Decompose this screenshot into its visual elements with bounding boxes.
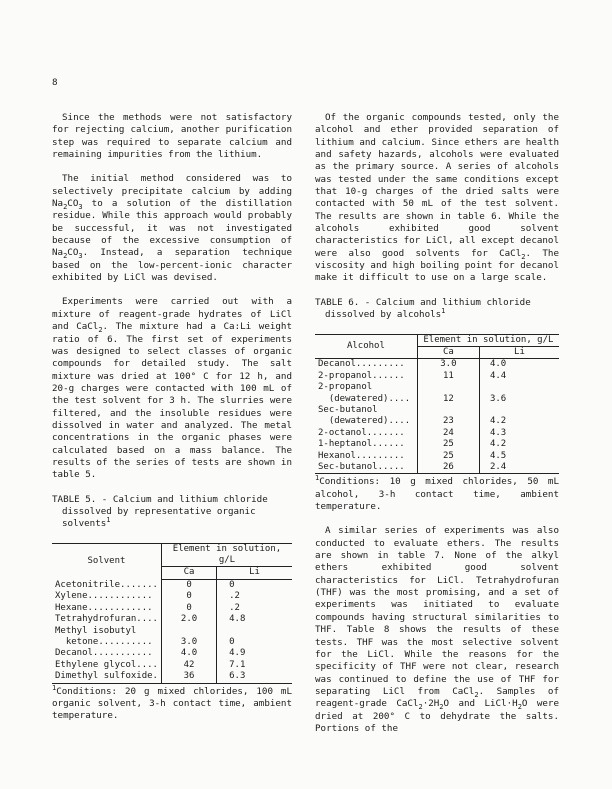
table6-row: Hexanol......... 25 4.5 (315, 451, 559, 462)
table5-header-element: Element in solution, g/L (161, 543, 292, 567)
table6-row: 2-octanol....... 24 4.3 (315, 428, 559, 439)
left-paragraph-2: The initial method considered was to selectively precipitate calcium by adding $Na_2CO_3$ to a solution of the distillation residue. While this approach would probably be successful, it was not investigated because of the excessive consumption of $Na_2CO_3$. Instead, a separation technique based on the low-percent-ionic character exhibited by LiCl was devised. (52, 173, 292, 284)
table5-header-li: Li (217, 567, 292, 579)
table6-row: (dewatered).... 12 3.6 (315, 394, 559, 405)
table6-row: Sec-butanol..... 26 2.4 (315, 462, 559, 474)
left-column (52, 112, 292, 735)
table5-row: Dimethyl sulfoxide. 36 6.3 (52, 671, 292, 683)
table5-row: Acetonitrile....... 0 0 (52, 579, 292, 591)
table5-row: Decanol........... 4.0 4.9 (52, 648, 292, 659)
right-paragraph-1: Of the organic compounds tested, only the alcohol and ether provided separation of lithium and calcium. Since ethers are health and safety hazards, alcohols were evaluated as the primary source. A series of alcohols was tested under the same conditions except that 10-g charges of the dried salts were contacted with 50 mL of the test solvent. The results are shown in table 6. While the alcohols exhibited good solvent characteristics for LiCl, all except decanol were also good solvents for CaCl$_2$. The viscosity and high boiling point for decanol make it difficult to use on a large scale. (315, 112, 559, 284)
page-number: 8 (52, 77, 58, 88)
left-paragraph-1: Since the methods were not satisfactory for rejecting calcium, another purification step was required to separate calcium and remaining impurities from the lithium. (52, 112, 292, 161)
table5-row: Methyl isobutyl (52, 626, 292, 637)
table6-header-li: Li (479, 346, 559, 358)
table5-caption: TABLE 5. - Calcium and lithium chloride dissolved by representative organic solvents$^1$ (52, 493, 268, 530)
table6-row: 2-propanol (315, 382, 559, 393)
right-column (315, 112, 559, 747)
table5 (52, 543, 292, 684)
table5-header-ca: Ca (161, 567, 216, 579)
table6-header-element: Element in solution, g/L (417, 334, 559, 346)
table6-row: Sec-butanol (315, 405, 559, 416)
table6-header-alcohol: Alcohol (315, 334, 417, 359)
table6-row: 1-heptanol...... 25 4.2 (315, 439, 559, 450)
table5-footnote: $^1$Conditions: 20 g mixed chlorides, 100 mL organic solvent, 3-h contact time, ambient temperature. (52, 683, 292, 722)
table6-header-ca: Ca (417, 346, 479, 358)
table6-row: 2-propanol...... 11 4.4 (315, 371, 559, 382)
table6-footnote: $^1$Conditions: 10 g mixed chlorides, 50 mL alcohol, 3-h contact time, ambient temperature. (315, 474, 559, 513)
table5-row: Xylene............ 0 .2 (52, 591, 292, 602)
table6-caption: TABLE 6. - Calcium and lithium chloride dissolved by alcohols$^1$ (315, 296, 531, 321)
table6 (315, 334, 559, 475)
table5-row: Ethylene glycol.... 42 7.1 (52, 660, 292, 671)
table5-row: ketone.......... 3.0 0 (52, 637, 292, 648)
table5-row: Hexane............ 0 .2 (52, 603, 292, 614)
table5-header-solvent: Solvent (52, 543, 161, 579)
table6-row: Decanol......... 3.0 4.0 (315, 359, 559, 371)
table5-row: Tetrahydrofuran.... 2.0 4.8 (52, 614, 292, 625)
left-paragraph-3: Experiments were carried out with a mixture of reagent-grade hydrates of LiCl and CaCl$_2$. The mixture had a Ca:Li weight ratio of 6. The first set of experiments was designed to select classes of organic compounds for detailed study. The salt mixture was dried at 100° C for 12 h, and 20-g charges were contacted with 100 mL of the test solvent for 3 h. The slurries were filtered, and the insoluble residues were dissolved in water and analyzed. The metal concentrations in the organic phases were calculated based on a mass balance. The results of the series of tests are shown in table 5. (52, 296, 292, 481)
table6-row: (dewatered).... 23 4.2 (315, 416, 559, 427)
right-paragraph-2: A similar series of experiments was also conducted to evaluate ethers. The results are shown in table 7. None of the alkyl ethers exhibited good solvent characteristics for LiCl. Tetrahydrofuran (THF) was the most promising, and a set of experiments was initiated to evaluate compounds having structural similarities to THF. Table 8 shows the results of these tests. THF was the most selective solvent for the LiCl. While the reasons for the specificity of THF were not clear, research was continued to define the use of THF for separating LiCl from CaCl$_2$. Samples of reagent-grade $CaCl_2\cdot 2H_2O$ and $LiCl\cdot H_2O$ were dried at 200° C to dehydrate the salts. Portions of the (315, 525, 559, 734)
